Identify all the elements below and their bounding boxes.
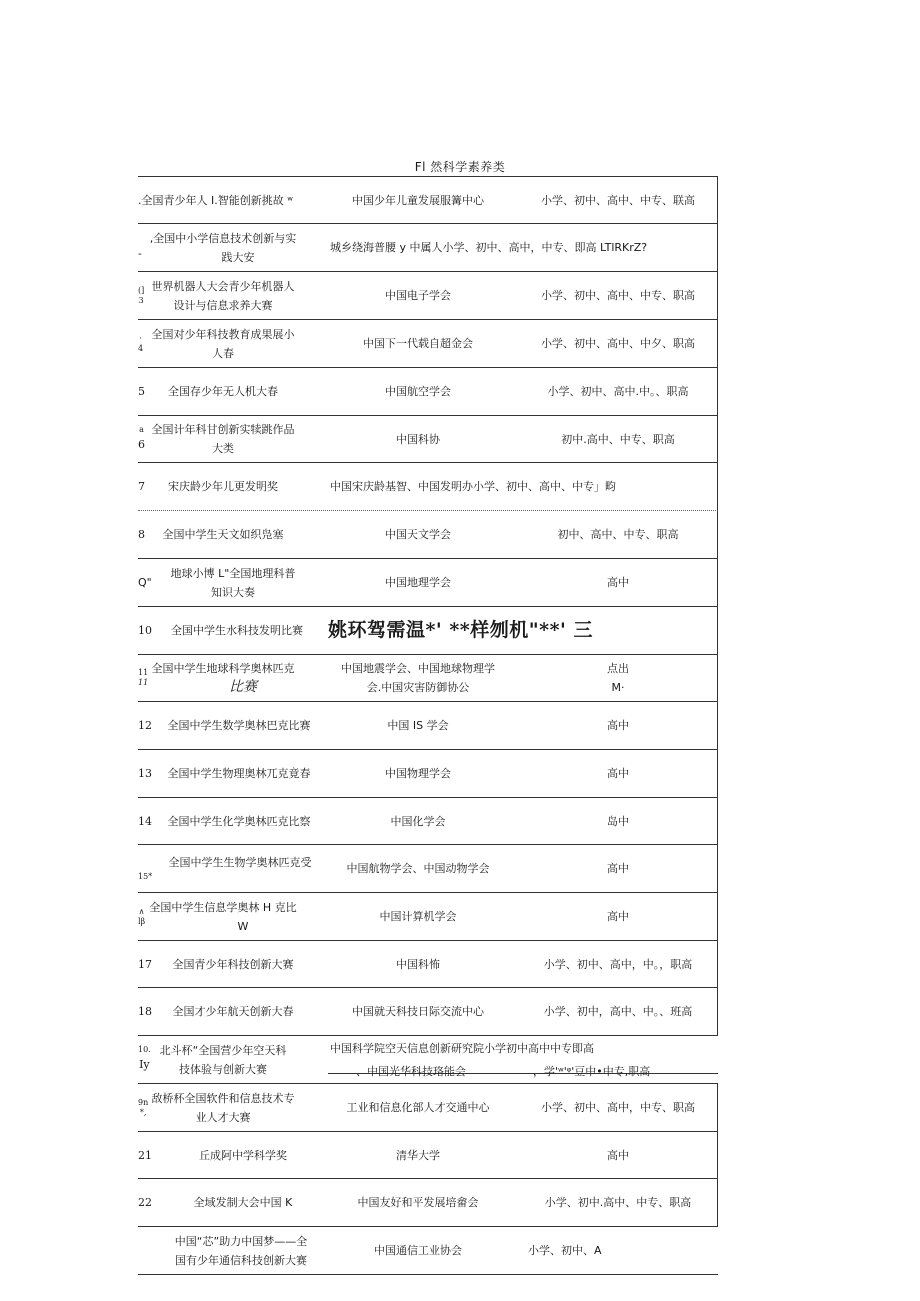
competition-name: 全国中学生生物学奥林匹克受 (168, 856, 312, 869)
competition-name-line1: 中国“芯”助力中国梦——全 (174, 1234, 308, 1248)
table-row (138, 845, 718, 893)
table-row (138, 559, 718, 607)
table-row (138, 702, 718, 750)
table-row (138, 798, 718, 845)
competition-name: 全国中学生数学奥林巴克比赛 (167, 719, 311, 732)
row-number-mark: ∧ (138, 906, 145, 916)
section-title: Fl 然科学素养类 (414, 160, 506, 174)
school-levels: 小学、初中.高中、中专、职高 (544, 1196, 692, 1209)
table-row (138, 750, 718, 798)
row-number-mark: 9n (138, 1097, 149, 1107)
table-row (138, 941, 718, 988)
competition-name (138, 320, 308, 367)
competition-table (138, 176, 718, 1275)
school-levels: 高中 (607, 1148, 629, 1162)
row-number: 14 (138, 814, 152, 828)
competition-name: 全域发制大会中国 K (193, 1196, 293, 1209)
table-row (138, 368, 718, 416)
row-number-digit: 15* (138, 872, 153, 881)
competition-name (138, 893, 308, 940)
school-levels (518, 655, 718, 701)
competition-name-line2: 践大安 (221, 250, 255, 264)
table-row (138, 320, 718, 368)
competition-name-line2: 大类 (212, 442, 234, 455)
organizer: 姚环驾需温*' **样刎机"**' 三 (328, 619, 593, 641)
organizer: 中国地理学会 (385, 576, 451, 589)
competition-name (138, 272, 308, 319)
organizer: 中国科协 (396, 432, 440, 446)
school-levels: 小学、初中、高中.中。、职高 (547, 385, 689, 398)
table-row (138, 463, 718, 511)
school-levels: 高中 (607, 767, 629, 780)
organizer: 中国科怖 (396, 957, 440, 971)
organizer: 中国下一代载自超金会 (363, 337, 473, 350)
competition-name: 丘成阿中学科学奖 (199, 1148, 287, 1162)
row-number: 5 (138, 385, 145, 398)
row-number: 21 (138, 1148, 152, 1162)
table-row (138, 988, 718, 1036)
organizer-line1: 中国地震学会、中国地球物理学 (341, 662, 495, 675)
organizer: 中国宋庆龄基智、中国发明办小学、初中、高中、中专」畇 (330, 480, 616, 493)
school-levels: 高中 (607, 910, 629, 923)
organizer: 中国通信工业协会 (374, 1244, 462, 1257)
school-levels: 小学、初中，高中、中。、班高 (543, 1005, 693, 1018)
competition-name (138, 416, 308, 462)
row-number-digit: 6 (138, 437, 145, 451)
organizer: 中国就天科技日际交流中心 (352, 1005, 484, 1018)
competition-name: 全国中学生天文如织凫塞 (162, 528, 284, 541)
organizer: 中国天文学会 (385, 528, 451, 541)
competition-name: 全国中学生化学奥林匹克比察 (167, 814, 311, 828)
row-number-digit: *, (139, 1107, 147, 1117)
row-number: Q" (138, 576, 152, 589)
competition-name-line2: 比赛 (229, 679, 257, 695)
competition-name (156, 1227, 326, 1274)
organizer-line2: 会.中国灾害防御协公 (366, 681, 470, 694)
competition-name: 宋庆龄少年儿更发明奖 (168, 480, 278, 493)
organizer: 清华大学 (396, 1148, 440, 1162)
organizer (323, 655, 513, 701)
organizer: 城乡绕海普腰 y 中属人小学、初中、高中，中专、即高 LTlRKrZ? (330, 241, 648, 254)
row-number-mark: (] (138, 285, 145, 295)
table-row (138, 655, 718, 702)
competition-name: 全国存少年无人机大春 (168, 385, 278, 398)
competition-name-line2: W (237, 919, 249, 933)
organizer: 中国航空学会 (385, 385, 451, 398)
school-levels: 小学、初中、高中、中夕、职高 (541, 337, 695, 350)
competition-name: .全国青少年人 I.智能创新挑故 ʷ (138, 193, 293, 207)
row-number: 22 (138, 1196, 152, 1209)
table-row (138, 272, 718, 320)
row-number-digit: 4 (138, 343, 144, 353)
school-levels-line2: M· (611, 681, 625, 694)
organizer: 中国科学院空天信息创新研究院小学初中高中中专即高 (330, 1041, 594, 1055)
organizer: 中国物理学会 (385, 767, 451, 780)
row-number-mark: 11 (138, 668, 149, 677)
row-number: - (138, 247, 142, 260)
table-row (138, 511, 718, 559)
competition-name-line2: 国有少年通信科技创新大赛 (175, 1253, 307, 1267)
row-number: 8 (138, 528, 145, 541)
competition-name-line1: ,全国中小学信息技术创新与实 (149, 231, 297, 245)
school-levels: 高中 (607, 719, 629, 732)
row-number: 7 (138, 480, 145, 493)
school-levels: 小学、初中、A (528, 1244, 602, 1257)
organizer: 中国计算机学会 (379, 910, 457, 923)
row-number-mark: a (139, 424, 144, 434)
competition-name-line1: 全国中学生信息学奥林 H 克比 (149, 900, 297, 914)
school-levels: ，学'ʷ'ᵠ'豆中•中专,职高 (533, 1065, 651, 1078)
school-levels-line1: 点出 (607, 662, 629, 675)
organizer-line2: 、中国光华科技珞能会 (356, 1065, 466, 1078)
competition-name: 全国中学生水科技发明比赛 (171, 624, 303, 637)
table-row (138, 1179, 718, 1227)
row-number: 10 (138, 624, 152, 637)
row-number: 12 (138, 719, 152, 732)
school-levels: 高中 (607, 862, 629, 875)
school-levels: 初中.高中、中专、职高 (561, 432, 675, 446)
table-row (138, 177, 718, 224)
competition-name-line1: 全国计年科甘创新实犊跳作品 (151, 423, 295, 436)
table-row (138, 416, 718, 463)
competition-name-line1: 全国中学生地球科学奥林匹克 (151, 662, 295, 675)
row-number-digit: 11 (138, 678, 149, 687)
competition-name-line1: 敌桥杯全国软件和信息技术专 (151, 1091, 295, 1105)
competition-name-line2: 业人才大赛 (195, 1110, 251, 1124)
table-row (138, 893, 718, 941)
row-number-digit: Iy (139, 1058, 150, 1071)
competition-name (138, 1036, 308, 1083)
organizer: 中国航物学会、中国动物学会 (346, 862, 490, 875)
competition-name: 全国才少年航天创新大春 (172, 1005, 294, 1018)
school-levels: 初中、高中、中专、职高 (557, 528, 679, 541)
competition-name-line2: 人春 (212, 346, 234, 360)
row-number-mark: · (139, 333, 142, 343)
table-row (138, 224, 718, 272)
organizer: 中国少年儿童发展服篝中心 (352, 193, 484, 207)
school-levels: 小学、初中、高中、中专、联高 (541, 193, 695, 207)
competition-name-line2: 技体验与创新大赛 (178, 1062, 267, 1076)
school-levels: 小学、初中、高中，中专、职高 (541, 1101, 695, 1114)
competition-name (138, 655, 308, 701)
organizer: 工业和信息化部人才交通中心 (346, 1101, 490, 1114)
table-row (138, 607, 718, 655)
row-number-mark: 10. (138, 1045, 151, 1054)
row-number-digit: 3 (138, 295, 144, 305)
table-row (138, 1132, 718, 1179)
competition-name: 全国青少年科技创新大赛 (172, 957, 294, 971)
table-row (138, 1084, 718, 1132)
organizer: 中国电子学会 (385, 289, 451, 302)
competition-name-line2: 设计与信息求养大赛 (173, 298, 273, 312)
row-number: 18 (138, 1005, 152, 1018)
competition-name (138, 1084, 308, 1131)
organizer: 中国化学会 (390, 814, 446, 828)
row-number-digit: lβ (138, 916, 146, 926)
competition-name-line1: 世界机器人大会青少年机器人 (151, 279, 295, 293)
school-levels: 小学、初中、高中，中。，职高 (543, 957, 693, 971)
school-levels: 岛中 (607, 814, 629, 828)
organizer: 中国友好和平发展培畲会 (357, 1196, 479, 1209)
row-number: 13 (138, 767, 152, 780)
school-levels: 高中 (607, 576, 629, 589)
table-row (138, 1227, 718, 1275)
competition-name-line1: 地球小博 L"全国地理科普 (170, 566, 296, 580)
competition-name: 全国中学生物理奥林兀克竟春 (167, 767, 311, 780)
competition-name-line1: 北斗杯“全国营少年空天科 (159, 1043, 287, 1057)
school-levels: 小学、初中、高中、中专、职高 (541, 289, 695, 302)
competition-name (138, 224, 308, 271)
organizer: 中国 IS 学会 (387, 719, 449, 732)
competition-name (148, 559, 318, 606)
row-number: 17 (138, 957, 152, 971)
competition-name-line1: 全国对少年科技教育成果展小 (151, 327, 295, 341)
competition-name-line2: 知识大奏 (211, 585, 255, 599)
table-row (138, 1036, 718, 1084)
